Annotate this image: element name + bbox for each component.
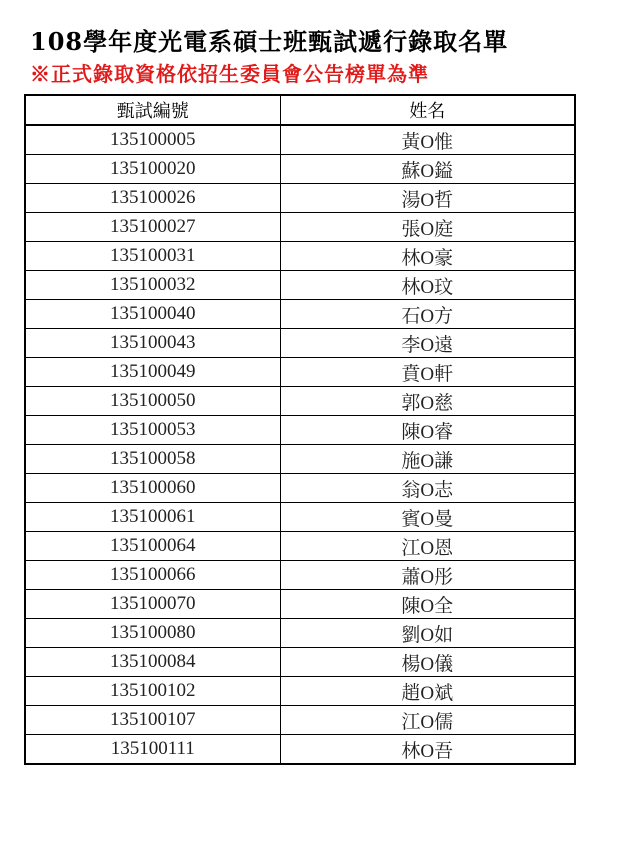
exam-id-cell: 135100049 (25, 358, 280, 387)
table-row (25, 213, 575, 242)
exam-id-cell: 135100050 (25, 387, 280, 416)
table-row (25, 706, 575, 735)
name-cell: 陳O睿 (280, 416, 575, 445)
table-row (25, 155, 575, 184)
exam-id-cell: 135100032 (25, 271, 280, 300)
name-cell: 郭O慈 (280, 387, 575, 416)
table-row (25, 184, 575, 213)
table-row (25, 358, 575, 387)
table-row (25, 474, 575, 503)
table-row (25, 329, 575, 358)
exam-id-cell: 135100107 (25, 706, 280, 735)
name-cell: 劉O如 (280, 619, 575, 648)
name-cell: 蘇O鎰 (280, 155, 575, 184)
exam-id-cell: 135100005 (25, 125, 280, 155)
table-row (25, 648, 575, 677)
exam-id-cell: 135100020 (25, 155, 280, 184)
name-cell: 黃O惟 (280, 125, 575, 155)
table-row (25, 416, 575, 445)
exam-id-cell: 135100084 (25, 648, 280, 677)
exam-id-cell: 135100111 (25, 735, 280, 765)
table-row (25, 532, 575, 561)
name-cell: 江O恩 (280, 532, 575, 561)
name-cell: 翁O志 (280, 474, 575, 503)
exam-id-cell: 135100040 (25, 300, 280, 329)
name-cell: 李O遠 (280, 329, 575, 358)
table-row (25, 619, 575, 648)
name-cell: 林O豪 (280, 242, 575, 271)
table-row (25, 503, 575, 532)
table-row (25, 125, 575, 155)
name-cell: 楊O儀 (280, 648, 575, 677)
table-row (25, 387, 575, 416)
name-cell: 賓O曼 (280, 503, 575, 532)
name-cell: 林O吾 (280, 735, 575, 765)
exam-id-cell: 135100070 (25, 590, 280, 619)
name-cell: 張O庭 (280, 213, 575, 242)
exam-id-cell: 135100064 (25, 532, 280, 561)
table-row (25, 590, 575, 619)
name-cell: 趙O斌 (280, 677, 575, 706)
exam-id-cell: 135100027 (25, 213, 280, 242)
name-cell: 陳O全 (280, 590, 575, 619)
table-row (25, 735, 575, 765)
page-title: 108學年度光電系碩士班甄試遞行錄取名單 (30, 27, 509, 56)
name-cell: 石O方 (280, 300, 575, 329)
header-name: 姓名 (280, 95, 575, 125)
header-exam-id: 甄試編號 (25, 95, 280, 125)
exam-id-cell: 135100058 (25, 445, 280, 474)
exam-id-cell: 135100080 (25, 619, 280, 648)
exam-id-cell: 135100060 (25, 474, 280, 503)
notice-text: ※正式錄取資格依招生委員會公告榜單為準 (30, 62, 429, 86)
exam-id-cell: 135100102 (25, 677, 280, 706)
exam-id-cell: 135100061 (25, 503, 280, 532)
table-row (25, 677, 575, 706)
name-cell: 林O玟 (280, 271, 575, 300)
name-cell: 賁O軒 (280, 358, 575, 387)
exam-id-cell: 135100053 (25, 416, 280, 445)
table-row (25, 445, 575, 474)
table-row (25, 242, 575, 271)
name-cell: 江O儒 (280, 706, 575, 735)
name-cell: 施O謙 (280, 445, 575, 474)
table-row (25, 561, 575, 590)
exam-id-cell: 135100066 (25, 561, 280, 590)
name-cell: 湯O哲 (280, 184, 575, 213)
exam-id-cell: 135100043 (25, 329, 280, 358)
name-cell: 蕭O彤 (280, 561, 575, 590)
table-body (25, 125, 575, 764)
table-row (25, 271, 575, 300)
table-header-row (25, 95, 575, 125)
admission-list-table (24, 94, 576, 765)
table-row (25, 300, 575, 329)
exam-id-cell: 135100026 (25, 184, 280, 213)
exam-id-cell: 135100031 (25, 242, 280, 271)
